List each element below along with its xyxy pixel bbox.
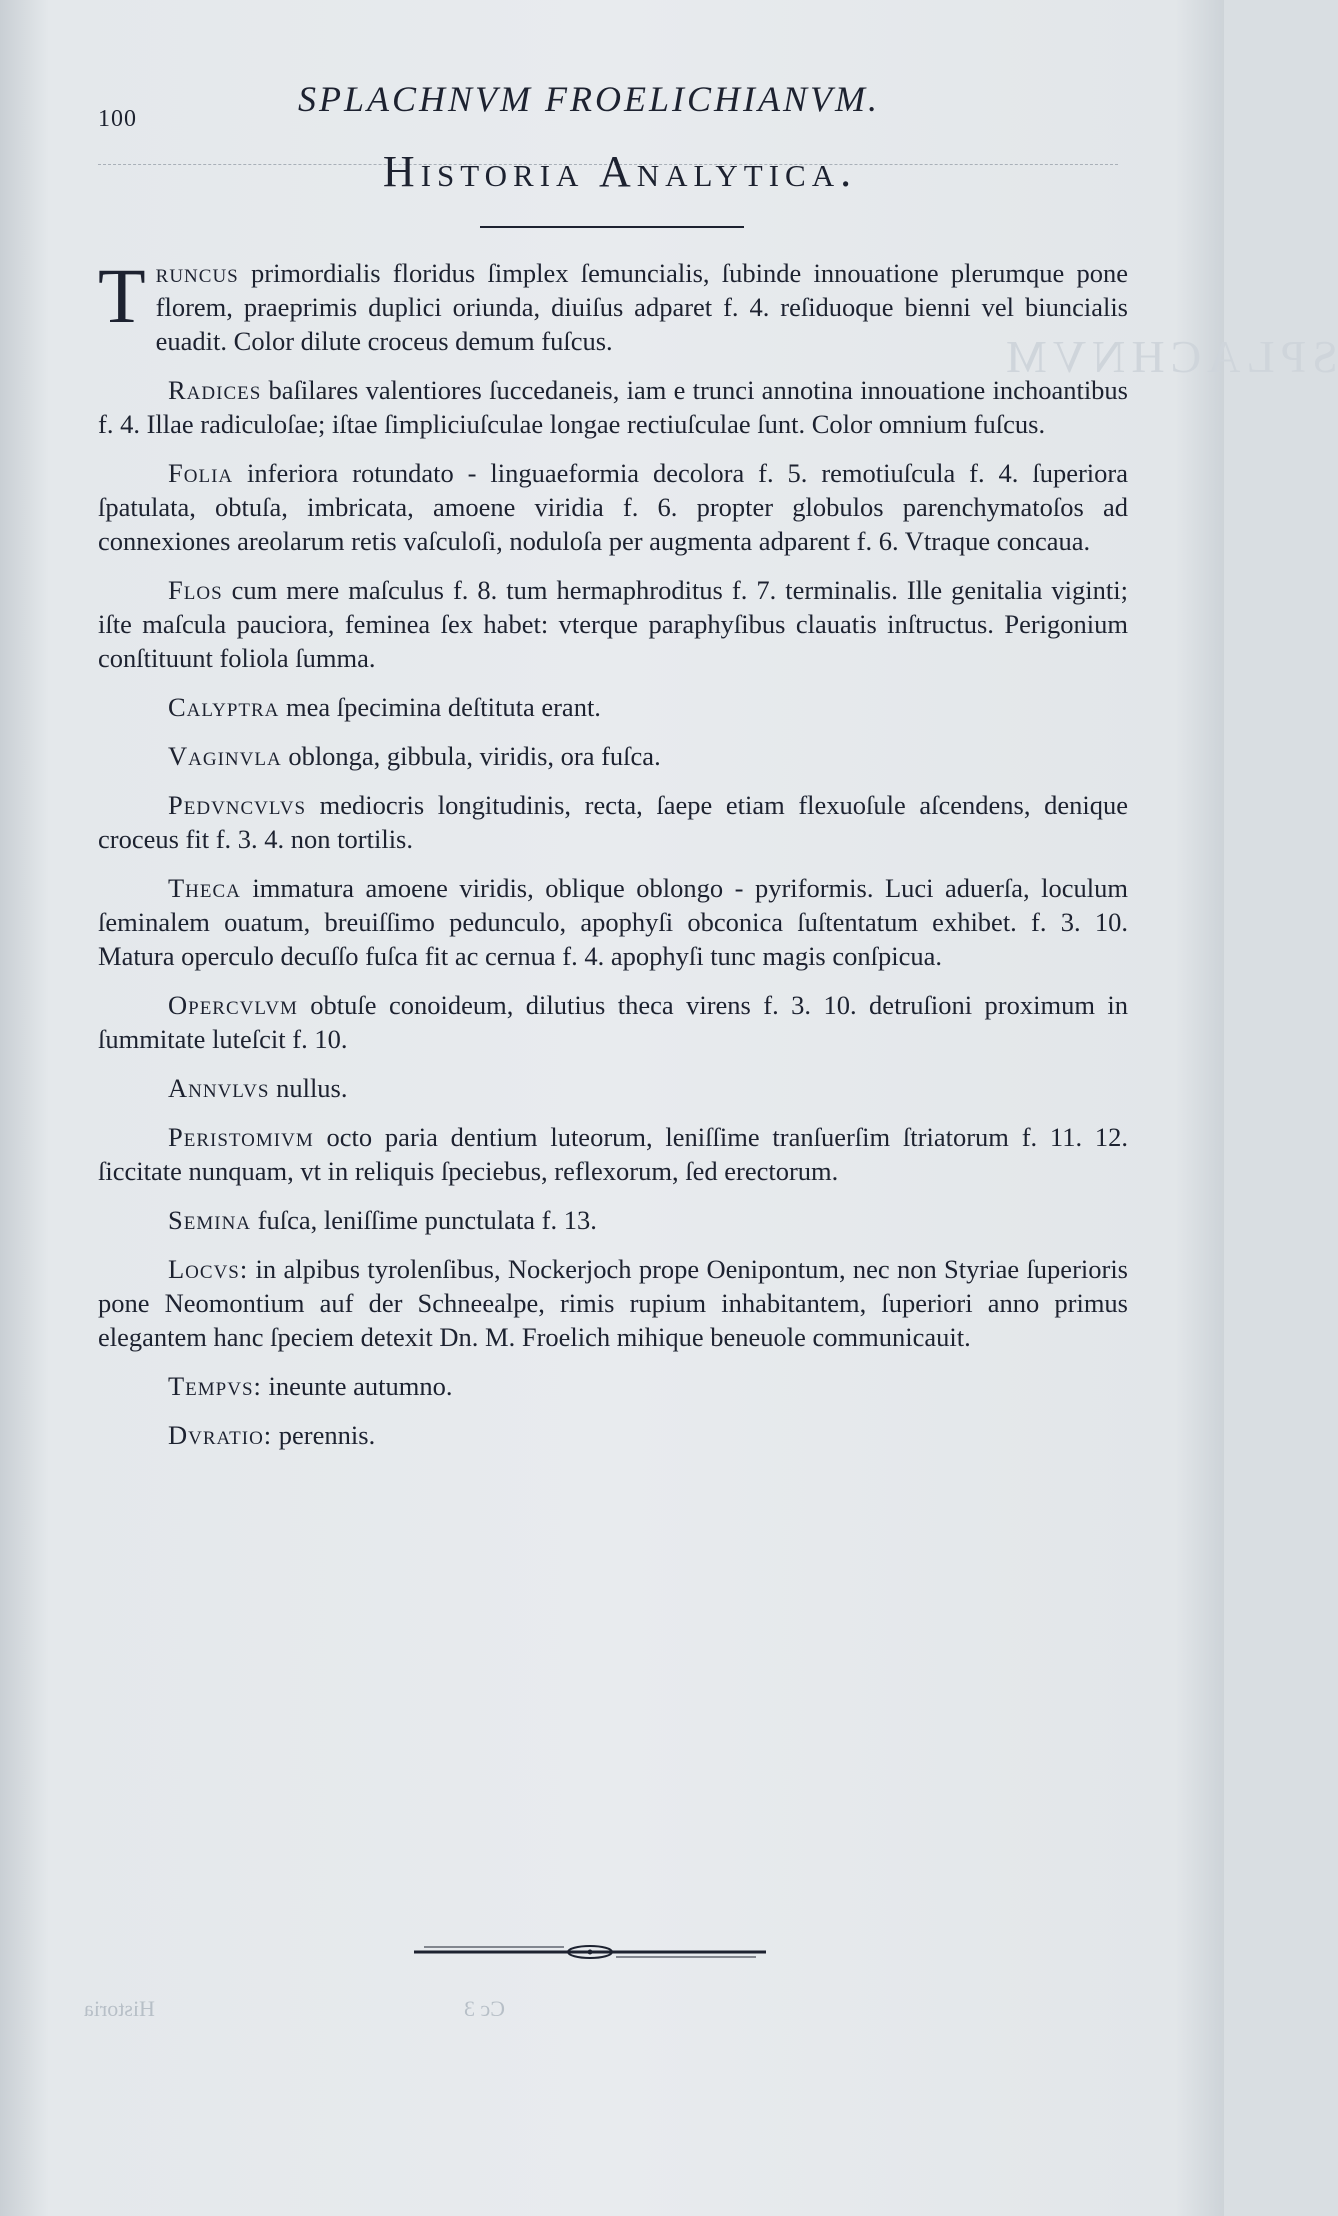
paragraph-text: obtuſe conoideum, dilutius theca virens f. 3. 10. detruſioni proximum in ſummitate luteſcit f. 10. [98, 990, 1128, 1054]
paragraph-vaginula [98, 739, 1128, 773]
paragraph-operculum [98, 988, 1128, 1056]
term: Dvratio: [168, 1420, 273, 1450]
term: Flos [168, 575, 223, 605]
paragraph-text: nullus. [269, 1073, 348, 1103]
section-title: Historia Analytica. [382, 147, 858, 196]
term: Peristomivm [168, 1122, 314, 1152]
paragraph-calyptra [98, 690, 1128, 724]
paragraph-radices [98, 373, 1128, 441]
paragraph-text: octo paria dentium luteorum, leniſſime tranſuerſim ſtriatorum f. 11. 12. ſiccitate nunquam, vt in reliquis ſpeciebus, reflexorum, ſed erectorum. [98, 1122, 1128, 1186]
paragraph-flos [98, 573, 1128, 675]
paragraph-text: baſilares valentiores ſuccedaneis, iam e trunci annotina innouatione inchoantibus f. 4. Illae radiculoſae; iſtae ſimpliciuſculae longae rectiuſculae ſunt. Color omnium fuſcus. [98, 375, 1128, 439]
paragraph-text: inferiora rotundato - linguaeformia decolora f. 5. remotiuſcula f. 4. ſuperiora ſpatulata, obtuſa, imbricata, amoene viridia f. 6. propter globulos parenchymatoſos ad connexiones areolarum retis vaſculoſi, noduloſa per augmenta adparent f. 6. Vtraque concaua. [98, 458, 1128, 556]
term: Opercvlvm [168, 990, 298, 1020]
paragraph-duratio [98, 1418, 1128, 1452]
term: Annvlvs [168, 1073, 270, 1103]
paragraph-annulus [98, 1071, 1128, 1105]
drop-cap: T [98, 252, 146, 339]
bleed-through-footer [84, 1996, 1084, 2026]
paragraph-pedunculus [98, 788, 1128, 856]
paragraph-truncus [98, 252, 1128, 358]
term: Semina [168, 1205, 252, 1235]
paragraph-locus [98, 1252, 1128, 1354]
paragraph-text: perennis. [272, 1420, 376, 1450]
title-rule [480, 226, 744, 228]
term: runcus [155, 258, 239, 288]
term: Radices [168, 375, 262, 405]
tailpiece-ornament [414, 1940, 766, 1964]
text-body [98, 252, 1128, 1467]
paragraph-text: mea ſpecimina deſtituta erant. [279, 692, 601, 722]
term: Tempvs: [168, 1371, 262, 1401]
paragraph-folia [98, 456, 1128, 558]
paragraph-text: fuſca, leniſſime punctulata f. 13. [251, 1205, 597, 1235]
paragraph-text: in alpibus tyrolenſibus, Nockerjoch prope Oenipontum, nec non Styriae ſuperioris pone Neomontium auf der Schneealpe, rimis rupium inhabitantem, ſuperiori anno primus elegantem hanc ſpeciem detexit Dn. M. Froelich mihique beneuole communicauit. [98, 1254, 1128, 1352]
paragraph-text: primordialis floridus ſimplex ſemuncialis, ſubinde innouatione plerumque pone florem, praeprimis duplici oriunda, diuiſus adparet f. 4. reſiduoque bienni vel biuncialis euadit. Color dilute croceus demum fuſcus. [155, 258, 1128, 356]
paragraph-text: cum mere maſculus f. 8. tum hermaphroditus f. 7. terminalis. Ille genitalia viginti; iſte maſcula pauciora, feminea ſex habet: vterque paraphyſibus clauatis inſtructus. Perigonium conſtituunt foliola ſumma. [98, 575, 1128, 673]
running-head: SPLACHNVM FROELICHIANVM. [298, 79, 880, 119]
paragraph-peristomium [98, 1120, 1128, 1188]
paragraph-text: oblonga, gibbula, viridis, ora fuſca. [281, 741, 661, 771]
term: Locvs: [168, 1254, 249, 1284]
page-number: 100 [98, 106, 137, 132]
paragraph-text: immatura amoene viridis, oblique oblongo - pyriformis. Luci aduerſa, loculum ſeminalem ouatum, breuiſſimo pedunculo, apophyſi obconica ſuſtentatum exhibet. f. 3. 10. Matura operculo decuſſo fuſca fit ac cernua f. 4. apophyſi tunc magis conſpicua. [98, 873, 1128, 971]
paragraph-text: ineunte autumno. [261, 1371, 453, 1401]
paragraph-semina [98, 1203, 1128, 1237]
paragraph-text: mediocris longitudinis, recta, ſaepe etiam flexuoſule aſcendens, denique croceus fit f. 3. 4. non tortilis. [98, 790, 1128, 854]
bleed-catchword: Historia [84, 1996, 155, 2021]
term: Folia [168, 458, 234, 488]
page-header [98, 70, 1138, 132]
term: Pedvncvlvs [168, 790, 307, 820]
bleed-signature: Cc 3 [464, 1996, 505, 2021]
paragraph-tempus [98, 1369, 1128, 1403]
term: Theca [168, 873, 241, 903]
paragraph-theca [98, 871, 1128, 973]
bleed-through-text: SPLACHNVM [1000, 331, 1338, 382]
term: Vaginvla [168, 741, 282, 771]
term: Calyptra [168, 692, 280, 722]
